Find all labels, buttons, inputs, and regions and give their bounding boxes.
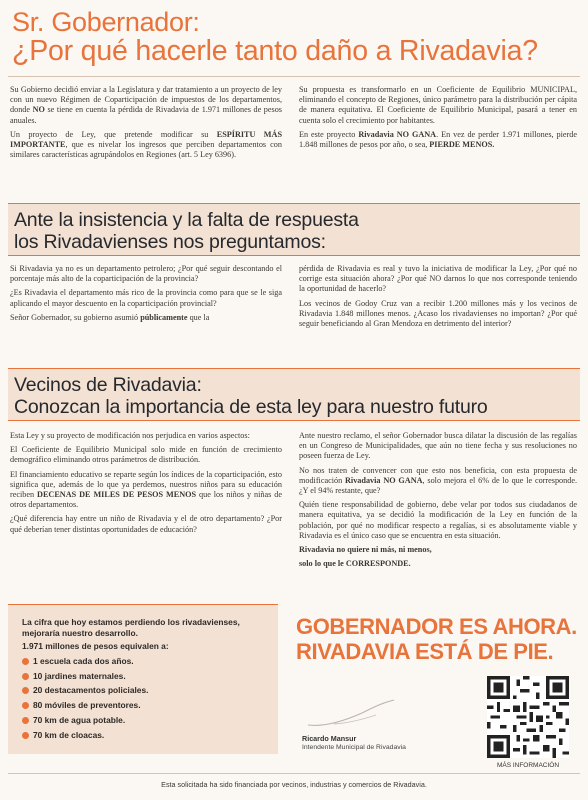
qr-label: MÁS INFORMACIÓN — [496, 762, 560, 769]
band2-line-1: Vecinos de Rivadavia: — [14, 374, 202, 396]
section3-right-p2: No nos traten de convencer con que esto nos beneficia, con esta propuesta de modificación Rivadavia NO GANA, solo mejora el 6% de lo que le corresponde. ¿Y el 94% restante, que? — [299, 465, 578, 496]
section3-right-column — [299, 431, 577, 573]
footer-note: Esta solicitada ha sido financiada por vecinos, industrias y comercios de Rivadavia. — [161, 780, 427, 789]
section2-left-p2: ¿Es Rivadavia el departamento más rico de la provincia como para que se le siga aplicando el mayor descuento en la coparticipación provincial? — [10, 288, 282, 308]
band2-line-2: Conozcan la importancia de esta ley para nuestro futuro — [14, 396, 488, 418]
bullet-icon — [22, 702, 29, 709]
section3-left-p2: El Coeficiente de Equilibrio Municipal solo mide en función de crecimiento demográfico eliminando otros parámetros de distribución. — [10, 445, 282, 465]
bullet-icon — [22, 658, 29, 665]
page-title — [12, 8, 582, 66]
slogan-line-2: RIVADAVIA ESTÁ DE PIE. — [296, 639, 554, 664]
equivalence-intro: La cifra que hoy estamos perdiendo los rivadavienses, mejoraría nuestro desarrollo. — [22, 617, 240, 638]
equivalence-list — [22, 654, 264, 743]
section3-left-column — [10, 431, 282, 539]
section3-right-p1: Ante nuestro reclamo, el señor Gobernador busca dilatar la discusión de las regalías en un Congreso de Municipalidades, que aún no tiene fecha y sus resoluciones no poseen fuerza de Ley. — [299, 431, 577, 461]
section1-left-column — [10, 85, 282, 164]
title-line-1: Sr. Gobernador: — [12, 7, 200, 37]
footer-divider — [8, 773, 580, 774]
section2-left-column — [10, 264, 282, 327]
list-item: 70 km de agua potable. — [22, 713, 264, 728]
band1-line-2: los Rivadavienses nos preguntamos: — [14, 231, 326, 253]
section2-left-p3: Señor Gobernador, su gobierno asumió públicamente que la — [10, 312, 210, 322]
section2-right-p1: pérdida de Rivadavia es real y tuvo la iniciativa de modificar la Ley, ¿Por qué no corrige esta situación ahora? ¿Por qué NO darnos lo que nos corresponde teniendo la oportunidad de hacerlo? — [299, 264, 577, 294]
slogan — [296, 614, 581, 664]
section3-right-p4: Rivadavia no quiere ni más, ni menos, — [299, 545, 432, 555]
list-item: 1 escuela cada dos años. — [22, 654, 264, 669]
qr-code-icon[interactable] — [487, 676, 569, 758]
bullet-icon — [22, 673, 29, 680]
list-item: 80 móviles de preventores. — [22, 698, 264, 713]
signature-name: Ricardo Mansur — [302, 734, 357, 743]
section1-right-p1: Su propuesta es transformarlo en un Coeficiente de Equilibrio MUNICIPAL, eliminando el concepto de Regiones, único parámetro para la distribución per cápita de manera equitativa. El Coeficiente de Equilibrio Municipal, pasará a tener en cuenta solo el crecimiento por habitantes. — [299, 85, 577, 125]
bullet-icon — [22, 717, 29, 724]
section-heading-questions — [8, 203, 580, 256]
section2-right-column — [299, 264, 577, 333]
section3-right-p3: Quién tiene responsabilidad de gobierno, debe velar por todos sus ciudadanos de manera equitativa, ya se decidió la modificación de la Ley en función de la población, por qué no modificar respecto a regalías, si es absolutamente viable y Rivadavia es el único caso que se encuentra en esta situación. — [299, 500, 577, 540]
title-divider — [8, 76, 580, 77]
section1-left-p1: Su Gobierno decidió enviar a la Legislatura y dar tratamiento a un proyecto de ley con un nuevo Régimen de Coparticipación de impuestos de los departamentos, donde NO se tiene en cuenta la pérdida de Rivadavia de 1.971 millones de pesos anuales. — [10, 85, 282, 125]
bullet-icon — [22, 732, 29, 739]
equivalence-lead: 1.971 millones de pesos equivalen a: — [22, 641, 169, 651]
slogan-line-1: GOBERNADOR ES AHORA. — [296, 614, 577, 639]
section-heading-neighbors — [8, 368, 580, 421]
section1-right-column — [299, 85, 577, 154]
section3-left-p4: ¿Qué diferencia hay entre un niño de Rivadavia y el de otro departamento? ¿Por qué deberían tener distintas oportunidades de educación? — [10, 514, 282, 534]
signature-role: Intendente Municipal de Rivadavia — [302, 744, 406, 751]
title-line-2: ¿Por qué hacerle tanto daño a Rivadavia? — [12, 35, 538, 67]
section2-left-p1: Si Rivadavia ya no es un departamento petrolero; ¿Por qué seguir descontando el porcentaje más alto de la coparticipación de la provincia? — [10, 264, 282, 284]
list-item: 10 jardines maternales. — [22, 669, 264, 684]
signature-icon — [304, 697, 400, 731]
section3-left-p3: El financiamiento educativo se reparte según los índices de la coparticipación, esto significa que, además de lo que ya perdemos, nuestros niños para su educación reciben DECENAS DE MILES DE PESOS MENOS que los niños y niñas de otros departamentos. — [10, 469, 282, 510]
list-item: 20 destacamentos policiales. — [22, 684, 264, 699]
section3-right-p5: solo lo que le CORRESPONDE. — [299, 559, 411, 569]
band1-line-1: Ante la insistencia y la falta de respuesta — [14, 209, 359, 231]
equivalence-box — [8, 604, 278, 754]
section1-left-p2: Un proyecto de Ley, que pretende modificar su ESPÍRITU MÁS IMPORTANTE, que es nivelar los ingresos que perciben departamentos con similares características agrupándolos en Regiones (art. 5 Ley 6396). — [10, 129, 282, 160]
section1-right-p2: En este proyecto Rivadavia NO GANA. En vez de perder 1.971 millones, pierde 1.848 millones de pesos por año, o sea, PIERDE MENOS. — [299, 129, 577, 150]
section3-left-p1: Esta Ley y su proyecto de modificación nos perjudica en varios aspectos: — [10, 431, 250, 440]
section2-right-p2: Los vecinos de Godoy Cruz van a recibir 1.200 millones más y los vecinos de Rivadavia 1.848 millones menos. ¿Acaso los rivadavienses no importan? ¿Por qué seguir beneficiando al Gran Mendoza en detrimento del interior? — [299, 298, 577, 329]
bullet-icon — [22, 687, 29, 694]
list-item: 70 km de cloacas. — [22, 728, 264, 743]
